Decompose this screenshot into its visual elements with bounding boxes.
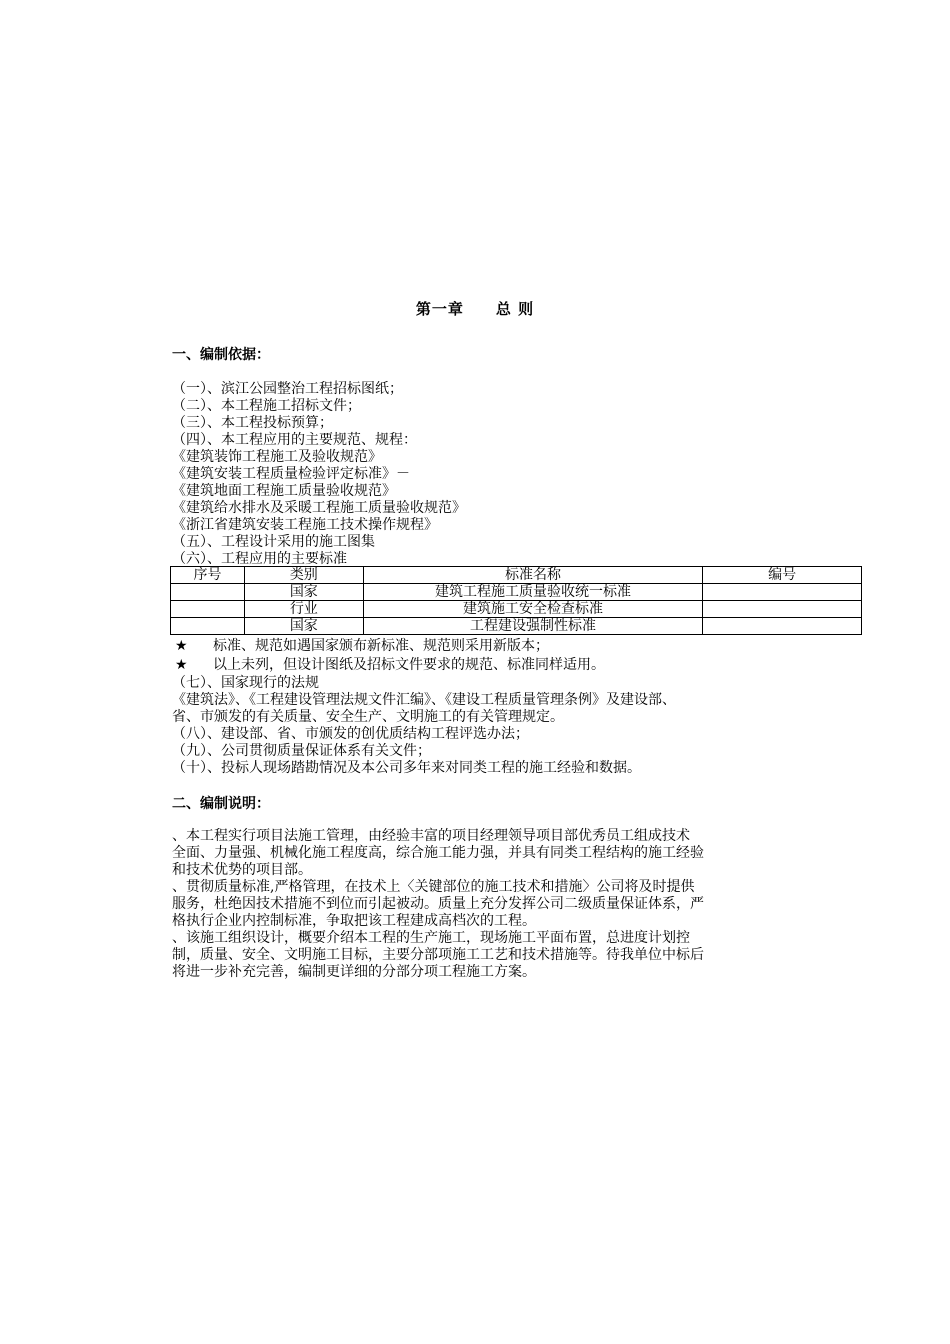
- basis-item: （二）、本工程施工招标文件；: [172, 398, 361, 414]
- table-row: [171, 584, 862, 601]
- section-heading-basis: 一、编制依据：: [172, 347, 270, 363]
- table-header-cell: 编号: [703, 567, 862, 584]
- table-cell: [703, 601, 862, 618]
- basis-list-continued: [172, 675, 862, 777]
- basis-item: （十）、投标人现场踏勘情况及本公司多年来对同类工程的施工经验和数据。: [172, 760, 641, 776]
- table-header-cell: 类别: [244, 567, 363, 584]
- star-note-text: 以上未列，但设计图纸及招标文件要求的规范、标准同样适用。: [213, 657, 605, 673]
- basis-item: （七）、国家现行的法规: [172, 675, 319, 691]
- table-cell: [171, 601, 245, 618]
- table-row: [171, 618, 862, 635]
- paragraph: [172, 930, 862, 981]
- spec-item: 《浙江省建筑安装工程施工技术操作规程》: [172, 517, 438, 533]
- spec-item: 《建筑安装工程质量检验评定标准》－: [172, 466, 410, 482]
- table-header-cell: 标准名称: [363, 567, 702, 584]
- paragraph: [172, 828, 862, 879]
- table-cell: [703, 618, 862, 635]
- basis-item: 省、市颁发的有关质量、安全生产、文明施工的有关管理规定。: [172, 709, 564, 725]
- star-icon: ★: [175, 657, 188, 673]
- paragraph-line: 、本工程实行项目法施工管理，由经验丰富的项目经理领导项目部优秀员工组成技术: [172, 828, 690, 844]
- star-note-text: 标准、规范如遇国家颁布新标准、规范则采用新版本；: [213, 638, 549, 654]
- table-cell: 工程建设强制性标准: [363, 618, 702, 635]
- table-cell: [171, 584, 245, 601]
- paragraph-line: 服务，杜绝因技术措施不到位而引起被动。质量上充分发挥公司二级质量保证体系，严: [172, 896, 704, 912]
- spec-item: 《建筑地面工程施工质量验收规范》: [172, 483, 396, 499]
- star-note: [172, 637, 862, 656]
- paragraph: [172, 879, 862, 930]
- table-cell: 建筑工程施工质量验收统一标准: [363, 584, 702, 601]
- basis-item: 《建筑法》、《工程建设管理法规文件汇编》、《建设工程质量管理条例》及建设部、: [172, 692, 676, 708]
- basis-list: [172, 381, 862, 568]
- table-cell: [171, 618, 245, 635]
- table-cell: 建筑施工安全检查标准: [363, 601, 702, 618]
- standards-table: [170, 566, 862, 635]
- star-note: [172, 656, 862, 675]
- table-header-cell: 序号: [171, 567, 245, 584]
- basis-item: （五）、工程设计采用的施工图集: [172, 534, 375, 550]
- basis-item: （六）、工程应用的主要标准: [172, 551, 347, 567]
- star-notes: [172, 637, 862, 675]
- section-heading-notes: 二、编制说明：: [172, 796, 270, 812]
- paragraph-line: 全面、力量强、机械化施工程度高，综合施工能力强，并具有同类工程结构的施工经验: [172, 845, 704, 861]
- table-row: [171, 601, 862, 618]
- paragraph-line: 、该施工组织设计，概要介绍本工程的生产施工，现场施工平面布置，总进度计划控: [172, 930, 690, 946]
- table-cell: 行业: [244, 601, 363, 618]
- star-icon: ★: [175, 638, 188, 654]
- basis-item: （四）、本工程应用的主要规范、规程：: [172, 432, 417, 448]
- paragraph-line: 和技术优势的项目部。: [172, 862, 312, 878]
- spec-item: 《建筑给水排水及采暖工程施工质量验收规范》: [172, 500, 466, 516]
- paragraph-line: 制，质量、安全、文明施工目标，主要分部项施工工艺和技术措施等。待我单位中标后: [172, 947, 704, 963]
- basis-item: （一）、滨江公园整治工程招标图纸；: [172, 381, 403, 397]
- spec-item: 《建筑装饰工程施工及验收规范》: [172, 449, 382, 465]
- basis-item: （八）、建设部、省、市颁发的创优质结构工程评选办法；: [172, 726, 529, 742]
- chapter-title: 第一章 总 则: [415, 300, 535, 318]
- paragraph-line: 、贯彻质量标准,严格管理，在技术上〈关键部位的施工技术和措施〉公司将及时提供: [172, 879, 695, 895]
- basis-item: （九）、公司贯彻质量保证体系有关文件；: [172, 743, 431, 759]
- basis-item: （三）、本工程投标预算；: [172, 415, 333, 431]
- table-header-row: [171, 567, 862, 584]
- paragraph-line: 将进一步补充完善，编制更详细的分部分项工程施工方案。: [172, 964, 536, 980]
- table-cell: [703, 584, 862, 601]
- table-cell: 国家: [244, 618, 363, 635]
- paragraph-line: 格执行企业内控制标准，争取把该工程建成高档次的工程。: [172, 913, 536, 929]
- table-cell: 国家: [244, 584, 363, 601]
